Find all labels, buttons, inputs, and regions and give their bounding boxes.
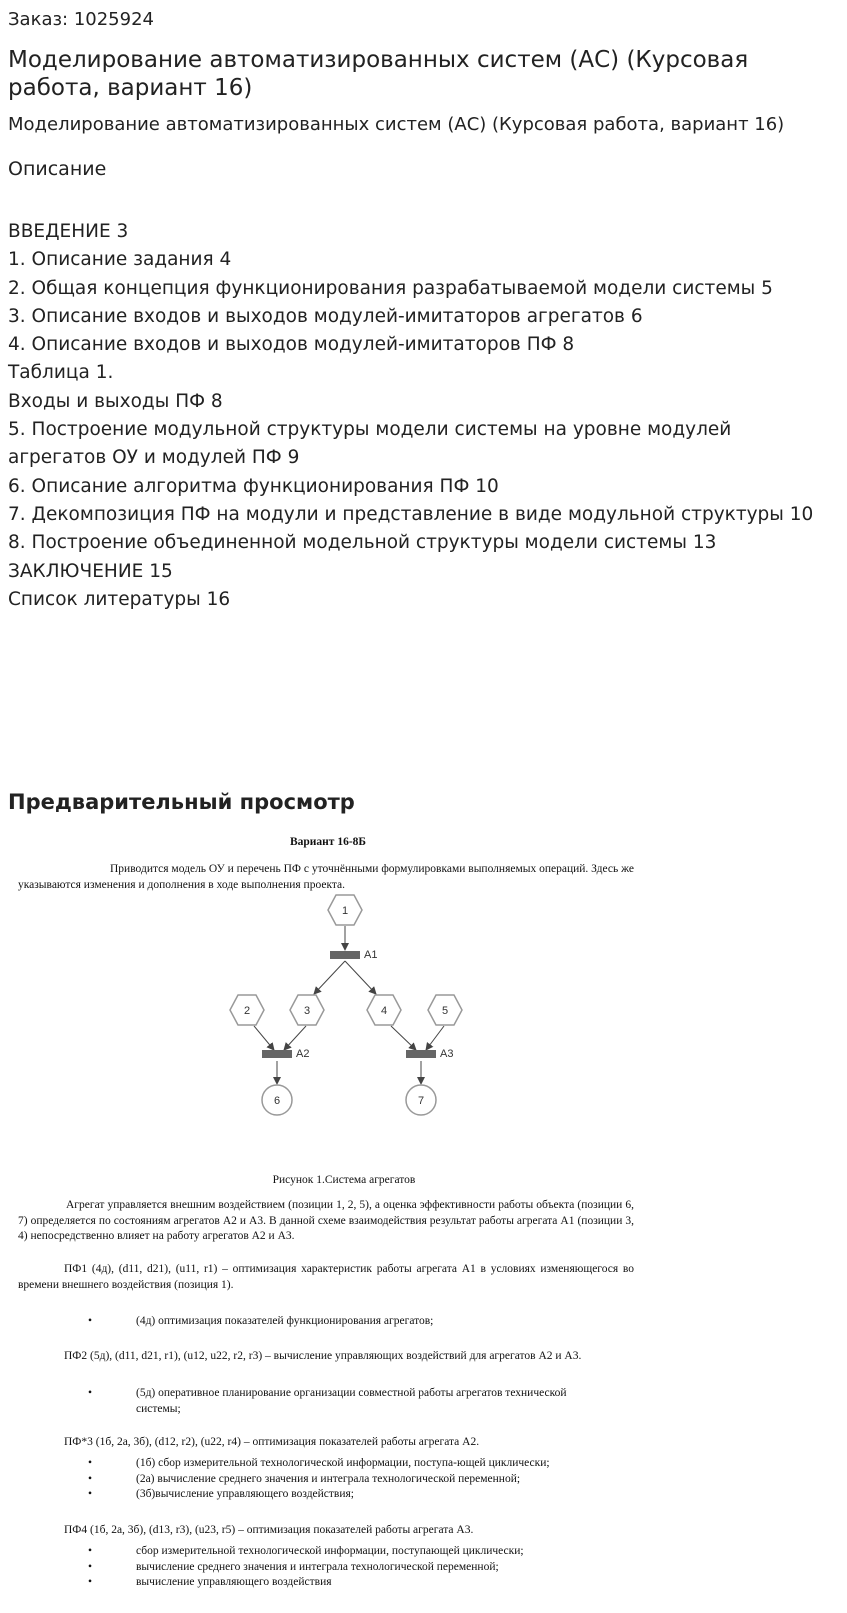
preview-intro: Приводится модель ОУ и перечень ПФ с уточнёнными формулировками выполняемых операций. Здесь же указываются изменения и дополнения в ходе выполнения проекта. (18, 863, 635, 891)
node-label: 6 (273, 1095, 281, 1107)
pf3-bullets (88, 1456, 638, 1503)
toc-item: 2. Общая концепция функционирования разрабатываемой модели системы 5 (8, 277, 773, 299)
pf2-definition: ПФ2 (5д), (d11, d21, r1), (u12, u22, r2, r3) – вычисление управляющих воздействий для агрегатов А2 и А3. (64, 1350, 582, 1362)
toc-item: ЗАКЛЮЧЕНИЕ 15 (8, 560, 173, 582)
list-item: • (1б) сбор измерительной технологической информации, поступа-ющей циклически; (88, 1456, 638, 1472)
list-item: • (2а) вычисление среднего значения и интеграла технологической переменной; (88, 1472, 638, 1488)
aggregate-label-a2: A2 (296, 1048, 310, 1060)
aggregate-system-diagram (8, 830, 648, 1170)
description-label: Описание (8, 158, 107, 180)
node-label: 5 (441, 1005, 449, 1017)
page-title: Моделирование автоматизированных систем (АС) (Курсовая работа, вариант 16) (8, 47, 749, 101)
aggregate-bar-a3 (406, 1050, 436, 1058)
node-label: 1 (341, 905, 349, 917)
aggregate-bar-a1 (330, 951, 360, 959)
toc-item: 7. Декомпозиция ПФ на модули и представление в виде модульной структуры 10 (8, 503, 814, 525)
list-item: • (5д) оперативное планирование организации совместной работы агрегатов технической системы; (88, 1386, 608, 1417)
list-item: • вычисление управляющего воздействия (88, 1575, 638, 1591)
pf1-bullets (88, 1314, 638, 1330)
pf4-bullets (88, 1544, 638, 1591)
toc-item: 6. Описание алгоритма функционирования ПФ 10 (8, 475, 499, 497)
node-label: 4 (380, 1005, 388, 1017)
pf3-definition: ПФ*3 (1б, 2а, 3б), (d12, r2), (u22, r4) – оптимизация показателей работы агрегата А2. (64, 1436, 480, 1448)
toc-item: 3. Описание входов и выходов модулей-имитаторов агрегатов 6 (8, 305, 643, 327)
preview-paragraph: Агрегат управляется внешним воздействием (позиции 1, 2, 5), а оценка эффективности работы объекта (позиции 6, 7) определяется по состояниям агрегатов А2 и А3. В данной схеме взаимодействия результат работы агрегата А1 (позиции 3, 4) непосредственно влияет на работу агрегатов А2 и А3. (18, 1199, 634, 1242)
table-of-contents (8, 218, 838, 614)
list-item: • сбор измерительной технологической информации, поступающей циклически; (88, 1544, 638, 1560)
list-item: • (4д) оптимизация показателей функционирования агрегатов; (88, 1314, 638, 1330)
node-label: 3 (303, 1005, 311, 1017)
toc-item: 1. Описание задания 4 (8, 249, 232, 271)
aggregate-bar-a2 (262, 1050, 292, 1058)
pf4-definition: ПФ4 (1б, 2а, 3б), (d13, r3), (u23, r5) – оптимизация показателей работы агрегата А3. (64, 1524, 474, 1536)
node-label: 2 (243, 1005, 251, 1017)
aggregate-label-a3: A3 (440, 1048, 454, 1060)
aggregate-label-a1: A1 (364, 949, 378, 961)
order-number: Заказ: 1025924 (8, 9, 154, 30)
node-label: 7 (417, 1095, 425, 1107)
toc-item: Таблица 1. (8, 362, 114, 384)
toc-item: ВВЕДЕНИЕ 3 (8, 221, 129, 242)
toc-item: 8. Построение объединенной модельной структуры модели системы 13 (8, 532, 717, 554)
preview-variant-title: Вариант 16-8Б (289, 836, 367, 848)
pf1-definition: ПФ1 (4д), (d11, d21), (u11, r1) – оптимизация характеристик работы агрегата А1 в условиях изменяющегося во времени внешнего воздействия (позиция 1). (18, 1263, 634, 1291)
list-item: • (3б)вычисление управляющего воздействия; (88, 1487, 638, 1503)
toc-item: 4. Описание входов и выходов модулей-имитаторов ПФ 8 (8, 334, 575, 356)
toc-item: Входы и выходы ПФ 8 (8, 390, 223, 412)
page-subtitle: Моделирование автоматизированных систем (АС) (Курсовая работа, вариант 16) (8, 114, 785, 135)
toc-item: агрегатов ОУ и модулей ПФ 9 (8, 447, 300, 469)
pf2-bullets (88, 1386, 608, 1417)
toc-item: 5. Построение модульной структуры модели системы на уровне модулей (8, 419, 732, 441)
toc-item: Список литературы 16 (8, 588, 231, 610)
list-item: • вычисление среднего значения и интеграла технологической переменной; (88, 1560, 638, 1576)
document-preview (8, 830, 648, 1613)
figure-caption: Рисунок 1.Система агрегатов (272, 1174, 416, 1186)
preview-heading: Предварительный просмотр (8, 790, 355, 814)
